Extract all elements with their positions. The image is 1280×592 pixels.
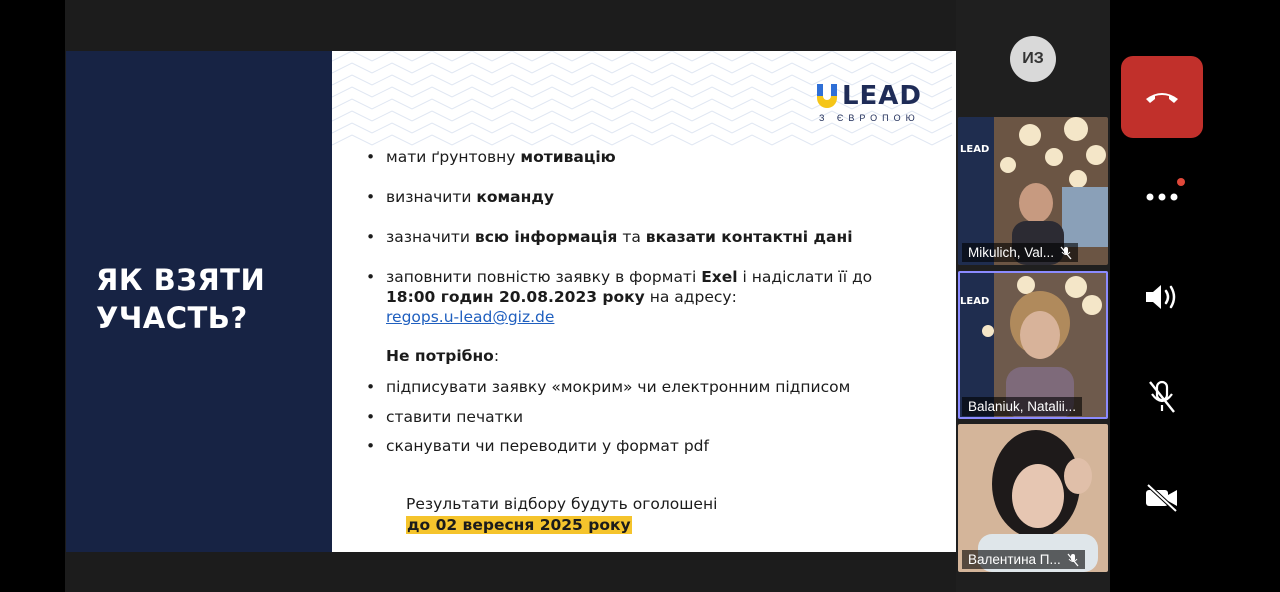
slide-title <box>96 261 265 337</box>
bullet-motivation: • мати ґрунтовну мотивацію <box>386 147 616 167</box>
self-avatar[interactable]: ИЗ <box>1010 36 1056 82</box>
logo-subtitle: З ЄВРОПОЮ <box>818 113 920 123</box>
participant-video-tile-active-speaker[interactable] <box>958 271 1108 419</box>
more-options-button[interactable] <box>1121 156 1203 238</box>
not-needed-heading: Не потрібно: <box>386 347 500 365</box>
more-dots-icon <box>1146 193 1178 201</box>
slide-title-line1: ЯК ВЗЯТИ <box>96 263 266 297</box>
speaker-icon <box>1144 282 1180 312</box>
camera-off-icon <box>1144 482 1180 512</box>
call-controls <box>1110 0 1280 592</box>
speaker-button[interactable] <box>1121 256 1203 338</box>
email-link[interactable]: regops.u-lead@giz.de <box>386 308 555 326</box>
mic-muted-icon <box>1147 380 1177 414</box>
mic-muted-icon <box>1060 246 1072 260</box>
mic-muted-icon <box>1067 553 1079 567</box>
participant-name-label: Валентина П... <box>962 550 1085 569</box>
end-call-button[interactable] <box>1121 56 1203 138</box>
not-needed-item: • сканувати чи переводити у формат pdf <box>386 436 709 456</box>
u-lead-logo-mark <box>817 84 837 108</box>
not-needed-item: • підписувати заявку «мокрим» чи електронним підписом <box>386 377 850 397</box>
participant-video-tile[interactable] <box>958 117 1108 265</box>
slide-title-line2: УЧАСТЬ? <box>96 301 248 335</box>
bullet-application: • заповнити повністю заявку в форматі Exel і надіслати її до 18:00 годин 20.08.2023 року на адресу: regops.u-lead@giz.de <box>386 267 916 327</box>
logo-text: LEAD <box>841 81 922 111</box>
presentation-slide <box>66 51 956 552</box>
microphone-toggle-button[interactable] <box>1121 356 1203 438</box>
svg-text:LEAD: LEAD <box>960 296 990 307</box>
results-line: Результати відбору будуть оголошені <box>406 495 718 513</box>
slide-content-panel <box>332 51 956 552</box>
participant-name-label: Mikulich, Val... <box>962 243 1078 262</box>
not-needed-item: • ставити печатки <box>386 407 523 427</box>
participant-gallery <box>956 0 1110 592</box>
phone-hangup-icon <box>1144 89 1180 105</box>
slide-title-panel <box>66 51 332 552</box>
camera-toggle-button[interactable] <box>1121 456 1203 538</box>
notification-dot <box>1177 178 1185 186</box>
results-announcement <box>406 494 717 536</box>
u-lead-logo <box>817 81 922 123</box>
bullet-team: • визначити команду <box>386 187 554 207</box>
participant-video-tile[interactable] <box>958 424 1108 572</box>
bullet-info: • зазначити всю інформація та вказати контактні дані <box>386 227 853 247</box>
results-date-highlight: до 02 вересня 2025 року <box>407 516 631 534</box>
svg-text:LEAD: LEAD <box>960 144 990 155</box>
participant-name-label: Balaniuk, Natalii... <box>962 397 1082 416</box>
